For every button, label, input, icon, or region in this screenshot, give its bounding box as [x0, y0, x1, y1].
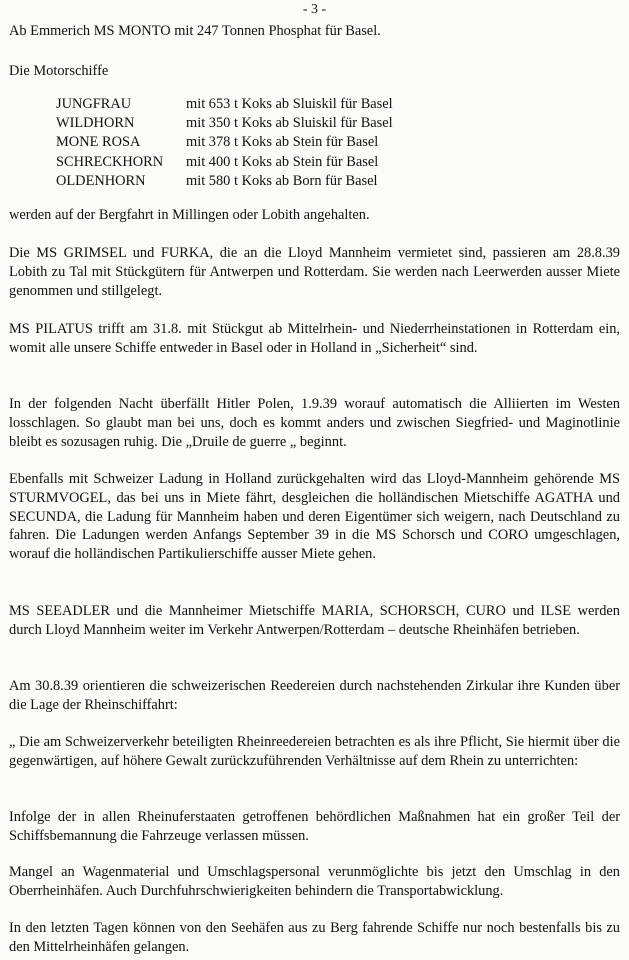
page-number: - 3 -	[302, 2, 327, 17]
vessel-name: OLDENHORN	[56, 172, 146, 189]
vessel-row	[56, 172, 393, 191]
paragraph-grimsel-furka: Die MS GRIMSEL und FURKA, die an die Lloyd Mannheim vermietet sind, passieren am 28.8.39 Lobith zu Tal mit Stückgütern für Antwerpen und Rotterdam. Sie werden nach Leerwerden ausser Miete genommen und stillgelegt.	[9, 245, 620, 299]
paragraph-pilatus: MS PILATUS trifft am 31.8. mit Stückgut ab Mittelrhein- und Niederrheinstationen in Rotterdam ein, womit alle unsere Schiffe entweder in Basel oder in Holland in „Sicherheit“ sind.	[9, 321, 620, 356]
vessel-name: WILDHORN	[56, 115, 135, 132]
paragraph-zirkular-quote: „ Die am Schweizerverkehr beteiligten Rheinreedereien betrachten es als ihre Pflicht, Sie hiermit über die gegenwärtigen, auf höhere Gewalt zurückzuführenden Verhältnisse auf dem Rhein zu unterrichten:	[9, 734, 620, 769]
vessel-detail: mit 580 t Koks ab Born für Basel	[186, 172, 378, 189]
vessel-name: SCHRECKHORN	[56, 153, 164, 170]
vessel-row	[56, 133, 393, 152]
paragraph-bergfahrt: werden auf der Bergfahrt in Millingen oder Lobith angehalten.	[9, 207, 370, 223]
vessel-detail: mit 350 t Koks ab Sluiskil für Basel	[186, 115, 393, 132]
vessel-row	[56, 114, 393, 133]
vessel-detail: mit 653 t Koks ab Sluiskil für Basel	[186, 96, 393, 112]
paragraph-schiffsbemannung: Infolge der in allen Rheinuferstaaten getroffenen behördlichen Maßnahmen hat ein großer Teil der Schiffsbemannung die Fahrzeuge verlassen müssen.	[9, 809, 620, 844]
vessel-name: MONE ROSA	[56, 134, 141, 151]
vessel-list	[56, 95, 393, 191]
vessel-row	[56, 153, 393, 172]
vessel-row	[56, 95, 393, 114]
paragraph-seehaefen: In den letzten Tagen können von den Seehäfen aus zu Berg fahrende Schiffe nur noch bestenfalls bis zu den Mittelrheinhäfen gelangen.	[9, 920, 620, 955]
vessel-name: JUNGFRAU	[56, 96, 132, 112]
paragraph-sturmvogel: Ebenfalls mit Schweizer Ladung in Holland zurückgehalten wird das Lloyd-Mannheim gehörende MS STURMVOGEL, das bei uns in Miete fährt, desgleichen die holländischen Mietschiffe AGATHA und SECUNDA, die Ladung für Mannheim haben und deren Eigentümer sich weigern, nach Deutschland zu fahren. Die Ladungen werden Anfangs September 39 in die MS Schorsch und CORO umgeschlagen, worauf die holländischen Partikulierschiffe ausser Miete gehen.	[9, 471, 620, 563]
paragraph-hitler-polen: In der folgenden Nacht überfällt Hitler Polen, 1.9.39 worauf automatisch die Alliierten im Westen losschlagen. So glaubt man bei uns, doch es kommt anders und zwischen Siegfried- und Maginotlinie bleibt es sozusagen ruhig. Die „Druile de guerre „ beginnt.	[9, 396, 620, 450]
paragraph-wagenmaterial: Mangel an Wagenmaterial und Umschlagspersonal verunmöglichte bis jetzt den Umschlag in den Oberrheinhäfen. Auch Durchfuhrschwierigkeiten behindern die Transportabwicklung.	[9, 864, 620, 899]
paragraph-zirkular-intro: Am 30.8.39 orientieren die schweizerischen Reedereien durch nachstehenden Zirkular ihre Kunden über die Lage der Rheinschiffahrt:	[9, 678, 620, 713]
motorschiffe-heading: Die Motorschiffe	[9, 63, 109, 79]
shipment-line-monto: Ab Emmerich MS MONTO mit 247 Tonnen Phosphat für Basel.	[9, 23, 381, 39]
vessel-detail: mit 400 t Koks ab Stein für Basel	[186, 153, 379, 170]
paragraph-seeadler: MS SEEADLER und die Mannheimer Mietschiffe MARIA, SCHORSCH, CURO und ILSE werden durch Lloyd Mannheim weiter im Verkehr Antwerpen/Rotterdam – deutsche Rheinhäfen betrieben.	[9, 603, 620, 638]
vessel-detail: mit 378 t Koks ab Stein für Basel	[186, 134, 379, 151]
